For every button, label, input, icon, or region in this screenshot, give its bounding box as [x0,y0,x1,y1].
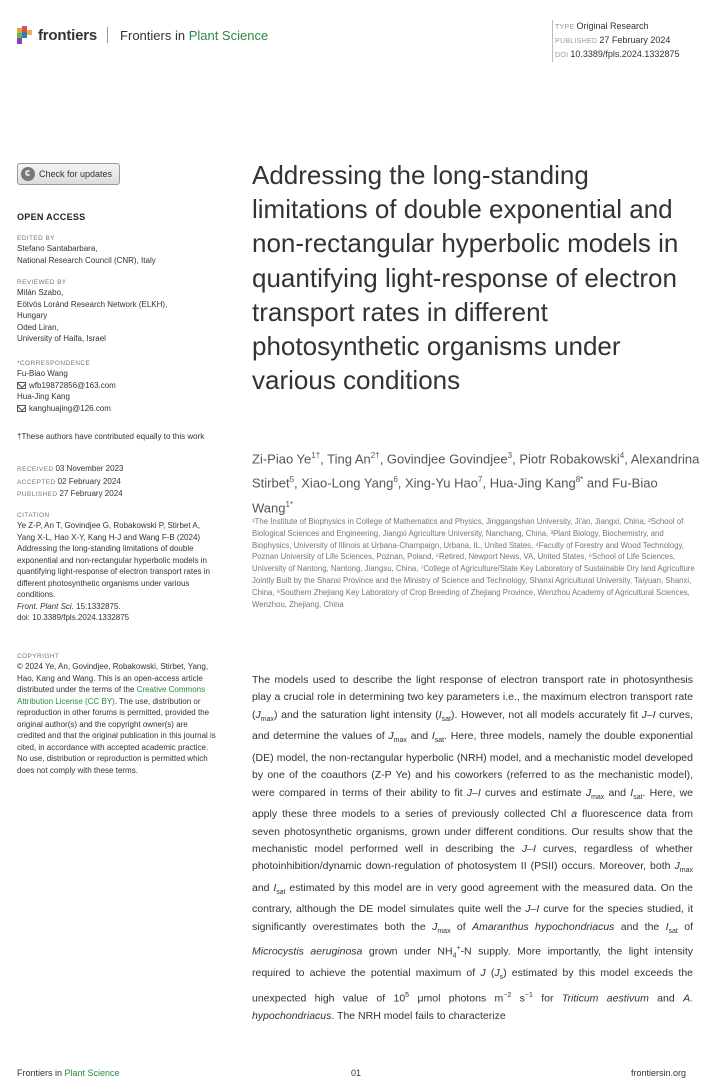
refresh-icon [21,167,35,181]
article-meta: TYPE Original Research PUBLISHED 27 February 2024 DOI 10.3389/fpls.2024.1332875 [552,20,679,62]
email-link[interactable]: wfb19872856@163.com [29,380,116,390]
author-name[interactable]: Xing-Yu Hao [405,475,478,491]
page-number: 01 [351,1068,362,1078]
author-list: Zi-Piao $Ye^{1\dagger}$, Ting $An^{2\dagger}$, Govindjee Govindjee$^3$, Piotr Robakowski$^4$, Alexandrina Stirbet$^5$, Xiao-Long Yang$^6$, Xing-Yu Hao$^7$, Hua-Jing Kang$^{8*}$ and Fu-Biao Wang$^{1*}$ [252,451,700,515]
author-affiliation-marker: 3 [507,451,513,460]
article-type: Original Research [576,21,649,31]
author-name[interactable]: Xiao-Long Yang [301,475,394,491]
email-link[interactable]: kanghuajing@126.com [29,403,111,413]
author-affiliation-marker: 1† [311,451,321,460]
footer-journal[interactable]: Frontiers in Plant Science [17,1068,120,1078]
open-access-label: OPEN ACCESS [17,212,86,222]
footer-site-link[interactable]: frontiersin.org [631,1068,687,1078]
reviewed-by: REVIEWED BY Milán Szabo, Eötvös Loránd Research Network (ELKH), Hungary Oded Liran, University of Haifa, Israel [17,279,168,343]
journal-name[interactable]: Frontiers in Plant Science [120,27,269,43]
author-name[interactable]: Zi-Piao Ye [252,451,312,467]
author-affiliation-marker: 5 [289,475,295,485]
check-updates-button[interactable]: Check for updates [17,163,120,185]
author-name[interactable]: Ting An [327,451,371,467]
article-dates: RECEIVED 03 November 2023 ACCEPTED 02 February 2024 PUBLISHED 27 February 2024 [17,464,124,498]
abstract: The models used to describe the light response of electron transport rate in photosynthesis play a crucial role in determining two key parameters i.e., the maximum electron transport rate $(J_{max})$ and the saturation light intensity $(I_{sat})$. However, not all models accurately fit J–I curves, and determine the values of $J_{max}$ and $I_{sat}$. Here, three models, namely the double exponential (DE) model, the non-rectangular hyperbolic (NRH) model, and a mechanistic model developed by one of the coauthors (Z-P Ye) and his coworkers (referred to as the mechanistic model), were compared in terms of their ability to fit J–I curves and estimate $J_{max}$ and $I_{sat}$. Here, we apply these three models to a series of previously collected Chl a fluorescence data from seven photosynthetic organisms, grown under different conditions. Our results show that the mechanistic model performed well in describing the J–I curves, regardless of whether photoinhibition/dynamic down-regulation of photosystem II (PSII) occurs. Moreover, both $J_{max}$ and $I_{sat}$ estimated by this model are in very good agreement with the measured data. On the contrary, although the DE model simulates quite well the J–I curve for the species studied, it significantly overestimates both the $J_{max}$ of Amaranthus hypochondriacus and the $I_{sat}$ of Microcystis aeruginosa grown under $NH_4^+-N$ supply. More importantly, the light intensity required to achieve the potential maximum of J $(J_s)$ estimated by this model exceeds the unexpected high value of $10^5$ μmol photons $m^{-2}$ $s^{-1}$ for Triticum aestivum and A. hypochondriacus. The NRH model fails to characterize [252,674,694,1022]
author-name[interactable]: Fu-Biao Wang [252,475,658,515]
equal-contribution-note: †These authors have contributed equally to this work [17,432,205,441]
copyright: COPYRIGHT © 2024 Ye, An, Govindjee, Robakowski, Stirbet, Yang, Hao, Kang and Wang. This is an open-access article distributed under the terms of the Creative Commons Attribution License (CC BY). The use, distribution or reproduction in other forums is permitted, provided the original author(s) and the copyright owner(s) are credited and that the original publication in this journal is cited, in accordance with accepted academic practice. No use, distribution or reproduction is permitted which does not comply with these terms. [17,653,216,775]
divider [107,27,108,43]
license-link[interactable]: Creative Commons Attribution License (CC BY) [17,685,206,706]
author-affiliation-marker: 7 [478,475,483,485]
email-icon [17,382,26,389]
author-affiliation-marker: 4 [619,451,625,460]
doi-link[interactable]: 10.3389/fpls.2024.1332875 [570,49,680,59]
author-affiliation-marker: 2† [370,451,380,460]
author-name[interactable]: Alexandrina Stirbet [252,451,700,491]
affiliations: ¹The Institute of Biophysics in College of Mathematics and Physics, Jinggangshan University, Ji'an, Jiangxi, China, ²School of Biological Sciences and Engineering, Jiangxi Agriculture University, Nanchang, China, ³Plant Biology, Biochemistry, and Biophysics, University of Illinois at Urbana-Champaign, Urbana, IL, United States, ⁴Faculty of Forestry and Wood Technology, Poznan University of Life Sciences, Poznan, Poland, ⁵Retired, Newport News, VA, United States, ⁶School of Life Sciences, University of Nantong, Nantong, Jiangsu, China, ⁷College of Agriculture/State Key Laboratory of Sustainable Dry land Agriculture Jointly Built by the Shanxi Province and the Ministry of Science and Technology, Shanxi Agricultural University, Taiyuan, Shanxi, China, ⁸Southern Zhejiang Key Laboratory of Crop Breeding of Zhejiang Province, Wenzhou Academy of Agricultural Sciences, Wenzhou, Zhejiang, China [252,517,695,609]
frontiers-logo[interactable] [17,26,268,44]
brand-name: frontiers [38,26,98,44]
citation-doi[interactable]: doi: 10.3389/fpls.2024.1332875 [17,613,130,622]
edited-by: EDITED BY Stefano Santabarbara, National Research Council (CNR), Italy [17,235,156,265]
article-title: Addressing the long-standing limitations of double exponential and non-rectangular hyperbolic models in quantifying light-response of electron transport rates in different photosynthetic organisms under various conditions [252,160,679,396]
published-date: 27 February 2024 [599,35,671,45]
frontiers-logo-icon [17,26,33,44]
author-name[interactable]: Hua-Jing Kang [489,475,576,491]
author-affiliation-marker: 6 [393,475,398,485]
author-affiliation-marker: 1* [285,499,294,509]
email-icon [17,405,26,412]
author-name[interactable]: Piotr Robakowski [519,451,620,467]
author-name[interactable]: Govindjee Govindjee [386,451,508,467]
author-affiliation-marker: 8* [575,475,584,485]
correspondence: *CORRESPONDENCE Fu-Biao Wang wfb19872856@163.com Hua-Jing Kang kanghuajing@126.com [17,360,116,413]
citation: CITATION Ye Z-P, An T, Govindjee G, Robakowski P, Stirbet A, Yang X-L, Hao X-Y, Kang H-J and Wang F-B (2024) Addressing the long-standing limitations of double exponential and non-rectangular hyperbolic models in quantifying light-response of electron transport rates in different photosynthetic organisms under various conditions. Front. Plant Sci. 15:1332875. doi: 10.3389/fpls.2024.1332875 [17,511,217,624]
